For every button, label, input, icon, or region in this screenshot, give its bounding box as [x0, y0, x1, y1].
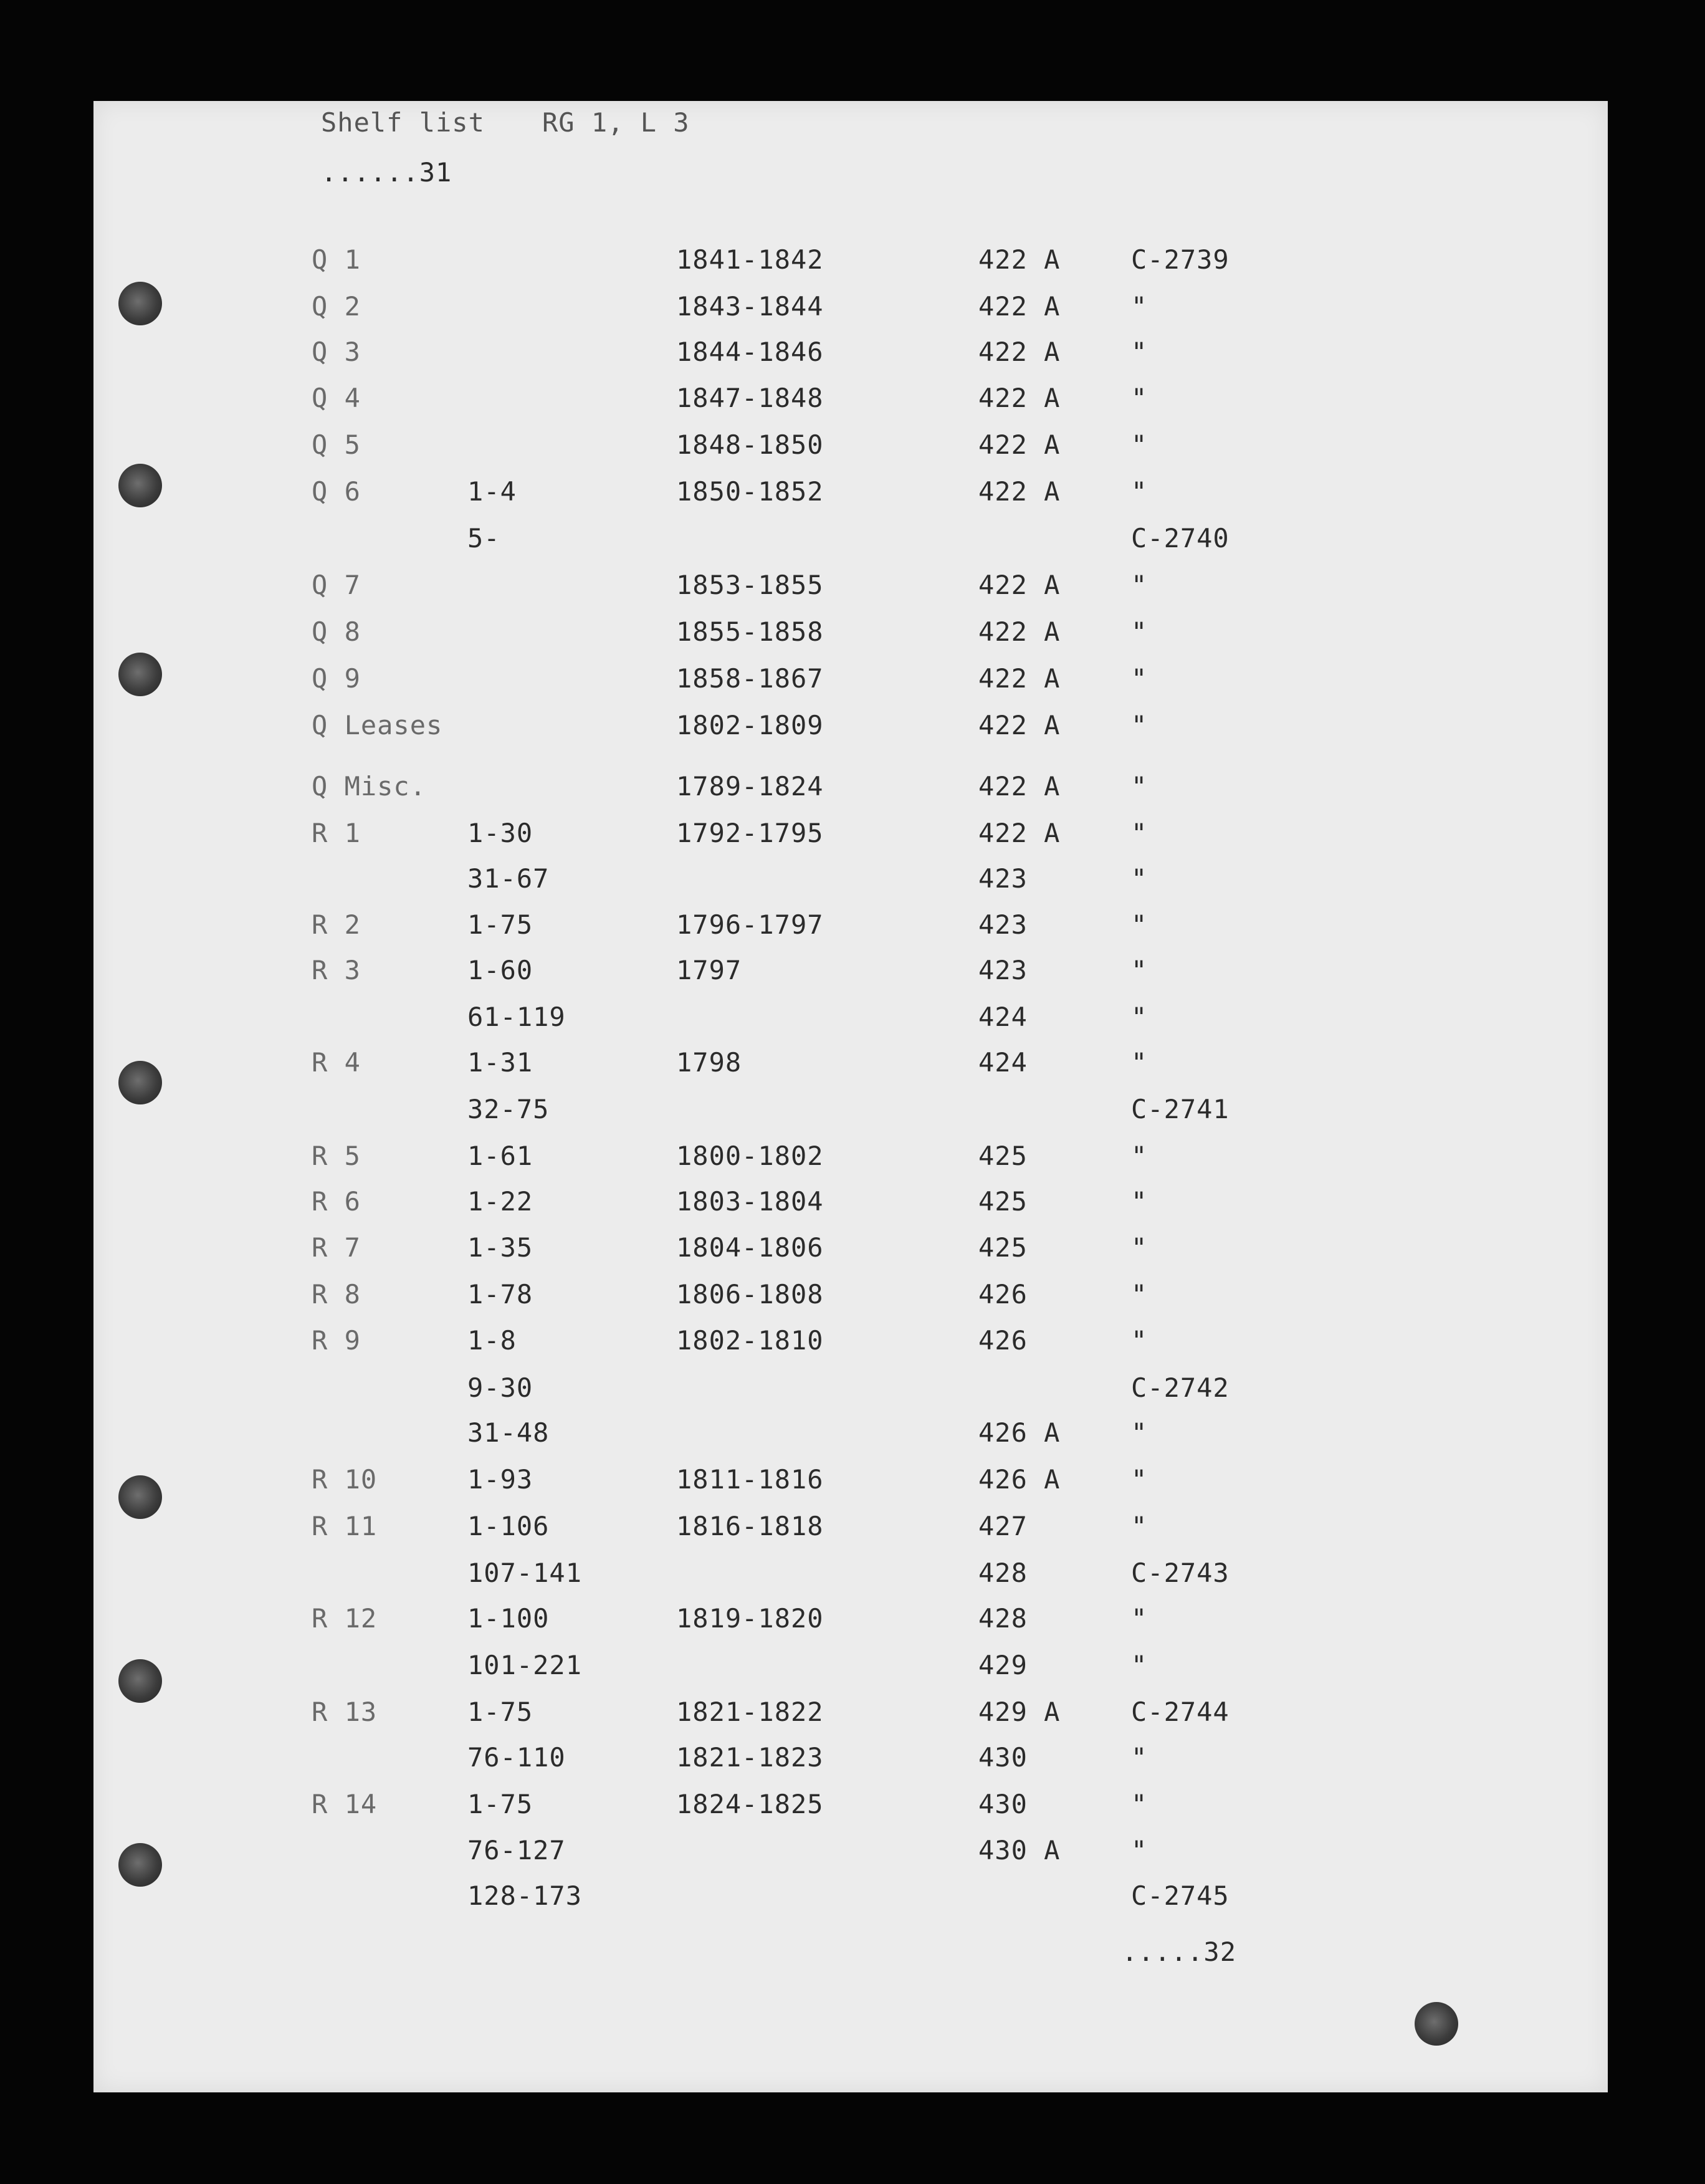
volume-cell: 424: [978, 1047, 1028, 1078]
range-cell: 32-75: [467, 1094, 550, 1124]
volume-cell: 423: [978, 909, 1028, 940]
series-cell: R 10: [312, 1464, 378, 1495]
reel-cell: ": [1131, 818, 1148, 848]
reel-cell: C-2740: [1131, 523, 1230, 553]
paper-sheet: [93, 101, 1608, 2092]
years-cell: 1844-1846: [676, 337, 824, 367]
reel-cell: ": [1131, 1417, 1148, 1448]
reel-cell: ": [1131, 663, 1148, 694]
reel-cell: ": [1131, 1279, 1148, 1310]
range-cell: 1-100: [467, 1603, 550, 1634]
reel-cell: ": [1131, 771, 1148, 802]
years-cell: 1848-1850: [676, 429, 824, 460]
reel-cell: C-2744: [1131, 1697, 1230, 1727]
reel-cell: ": [1131, 1232, 1148, 1263]
years-cell: 1802-1809: [676, 710, 824, 740]
volume-cell: 423: [978, 955, 1028, 985]
range-cell: 9-30: [467, 1372, 533, 1403]
reel-cell: ": [1131, 1650, 1148, 1680]
volume-cell: 426 A: [978, 1417, 1061, 1448]
years-cell: 1789-1824: [676, 771, 824, 802]
years-cell: 1821-1822: [676, 1697, 824, 1727]
range-cell: 1-4: [467, 476, 517, 507]
series-cell: R 4: [312, 1047, 361, 1078]
reel-cell: C-2739: [1131, 244, 1230, 275]
volume-cell: 430: [978, 1742, 1028, 1773]
range-cell: 1-93: [467, 1464, 533, 1495]
years-cell: 1798: [676, 1047, 742, 1078]
series-cell: R 13: [312, 1697, 378, 1727]
years-cell: 1847-1848: [676, 383, 824, 413]
volume-cell: 422 A: [978, 476, 1061, 507]
reel-cell: ": [1131, 291, 1148, 322]
range-cell: 31-48: [467, 1417, 550, 1448]
reel-cell: C-2743: [1131, 1558, 1230, 1588]
reel-cell: ": [1131, 1835, 1148, 1866]
volume-cell: 422 A: [978, 337, 1061, 367]
reel-cell: C-2742: [1131, 1372, 1230, 1403]
reel-cell: ": [1131, 1141, 1148, 1171]
years-cell: 1803-1804: [676, 1186, 824, 1217]
range-cell: 1-22: [467, 1186, 533, 1217]
series-cell: Q Misc.: [312, 771, 427, 802]
series-cell: Q 9: [312, 663, 361, 694]
range-cell: 1-75: [467, 1789, 533, 1819]
years-cell: 1819-1820: [676, 1603, 824, 1634]
series-cell: R 1: [312, 818, 361, 848]
punch-hole: [118, 1659, 162, 1703]
years-cell: 1802-1810: [676, 1325, 824, 1356]
volume-cell: 428: [978, 1603, 1028, 1634]
series-cell: R 6: [312, 1186, 361, 1217]
range-cell: 76-127: [467, 1835, 566, 1866]
series-cell: Q 2: [312, 291, 361, 322]
series-cell: Q 4: [312, 383, 361, 413]
volume-cell: 423: [978, 863, 1028, 894]
volume-cell: 422 A: [978, 570, 1061, 600]
reel-cell: ": [1131, 909, 1148, 940]
series-cell: R 7: [312, 1232, 361, 1263]
years-cell: 1792-1795: [676, 818, 824, 848]
volume-cell: 428: [978, 1558, 1028, 1588]
punch-hole: [118, 464, 162, 507]
series-cell: Q 8: [312, 616, 361, 647]
range-cell: 5-: [467, 523, 500, 553]
years-cell: 1804-1806: [676, 1232, 824, 1263]
reel-cell: ": [1131, 1047, 1148, 1078]
years-cell: 1858-1867: [676, 663, 824, 694]
years-cell: 1796-1797: [676, 909, 824, 940]
years-cell: 1843-1844: [676, 291, 824, 322]
punch-hole: [118, 282, 162, 325]
volume-cell: 430 A: [978, 1835, 1061, 1866]
reel-cell: C-2741: [1131, 1094, 1230, 1124]
years-cell: 1806-1808: [676, 1279, 824, 1310]
volume-cell: 422 A: [978, 429, 1061, 460]
range-cell: 31-67: [467, 863, 550, 894]
series-cell: R 2: [312, 909, 361, 940]
record-group: RG 1, L 3: [542, 107, 690, 138]
reel-cell: ": [1131, 337, 1148, 367]
range-cell: 1-61: [467, 1141, 533, 1171]
series-cell: R 5: [312, 1141, 361, 1171]
series-cell: Q Leases: [312, 710, 443, 740]
volume-cell: 422 A: [978, 383, 1061, 413]
range-cell: 1-78: [467, 1279, 533, 1310]
series-cell: R 3: [312, 955, 361, 985]
volume-cell: 422 A: [978, 771, 1061, 802]
punch-hole: [118, 1843, 162, 1887]
range-cell: 1-60: [467, 955, 533, 985]
volume-cell: 425: [978, 1141, 1028, 1171]
volume-cell: 422 A: [978, 291, 1061, 322]
years-cell: 1850-1852: [676, 476, 824, 507]
reel-cell: ": [1131, 476, 1148, 507]
range-cell: 1-35: [467, 1232, 533, 1263]
years-cell: 1821-1823: [676, 1742, 824, 1773]
years-cell: 1824-1825: [676, 1789, 824, 1819]
volume-cell: 422 A: [978, 818, 1061, 848]
reel-cell: ": [1131, 1464, 1148, 1495]
range-cell: 107-141: [467, 1558, 583, 1588]
punch-hole: [118, 1475, 162, 1519]
volume-cell: 422 A: [978, 710, 1061, 740]
volume-cell: 426 A: [978, 1464, 1061, 1495]
reel-cell: ": [1131, 1742, 1148, 1773]
reel-cell: ": [1131, 1186, 1148, 1217]
punch-hole: [1415, 2002, 1458, 2046]
series-cell: R 11: [312, 1511, 378, 1541]
range-cell: 1-8: [467, 1325, 517, 1356]
reel-cell: C-2745: [1131, 1880, 1230, 1911]
years-cell: 1811-1816: [676, 1464, 824, 1495]
reel-cell: ": [1131, 1789, 1148, 1819]
range-cell: 101-221: [467, 1650, 583, 1680]
years-cell: 1797: [676, 955, 742, 985]
volume-cell: 422 A: [978, 663, 1061, 694]
volume-cell: 425: [978, 1232, 1028, 1263]
series-cell: Q 1: [312, 244, 361, 275]
reel-cell: ": [1131, 1325, 1148, 1356]
range-cell: 1-106: [467, 1511, 550, 1541]
series-cell: Q 5: [312, 429, 361, 460]
series-cell: R 12: [312, 1603, 378, 1634]
range-cell: 1-75: [467, 1697, 533, 1727]
reel-cell: ": [1131, 429, 1148, 460]
reel-cell: ": [1131, 710, 1148, 740]
range-cell: 1-31: [467, 1047, 533, 1078]
reel-cell: ": [1131, 383, 1148, 413]
years-cell: 1855-1858: [676, 616, 824, 647]
volume-cell: 422 A: [978, 244, 1061, 275]
volume-cell: 429 A: [978, 1697, 1061, 1727]
punch-hole: [118, 653, 162, 696]
series-cell: Q 7: [312, 570, 361, 600]
volume-cell: 429: [978, 1650, 1028, 1680]
range-cell: 1-75: [467, 909, 533, 940]
volume-cell: 426: [978, 1325, 1028, 1356]
years-cell: 1816-1818: [676, 1511, 824, 1541]
reel-cell: ": [1131, 863, 1148, 894]
next-page-marker: .....32: [1122, 1937, 1237, 1967]
volume-cell: 425: [978, 1186, 1028, 1217]
range-cell: 61-119: [467, 1002, 566, 1032]
reel-cell: ": [1131, 1511, 1148, 1541]
punch-hole: [118, 1061, 162, 1104]
volume-cell: 422 A: [978, 616, 1061, 647]
reel-cell: ": [1131, 1603, 1148, 1634]
page-marker: ......31: [321, 157, 452, 188]
series-cell: R 14: [312, 1789, 378, 1819]
range-cell: 1-30: [467, 818, 533, 848]
years-cell: 1841-1842: [676, 244, 824, 275]
volume-cell: 427: [978, 1511, 1028, 1541]
volume-cell: 424: [978, 1002, 1028, 1032]
reel-cell: ": [1131, 616, 1148, 647]
years-cell: 1800-1802: [676, 1141, 824, 1171]
volume-cell: 426: [978, 1279, 1028, 1310]
reel-cell: ": [1131, 1002, 1148, 1032]
range-cell: 128-173: [467, 1880, 583, 1911]
reel-cell: ": [1131, 570, 1148, 600]
volume-cell: 430: [978, 1789, 1028, 1819]
range-cell: 76-110: [467, 1742, 566, 1773]
series-cell: R 9: [312, 1325, 361, 1356]
series-cell: R 8: [312, 1279, 361, 1310]
series-cell: Q 3: [312, 337, 361, 367]
series-cell: Q 6: [312, 476, 361, 507]
reel-cell: ": [1131, 955, 1148, 985]
page-title: Shelf list: [321, 107, 485, 138]
years-cell: 1853-1855: [676, 570, 824, 600]
